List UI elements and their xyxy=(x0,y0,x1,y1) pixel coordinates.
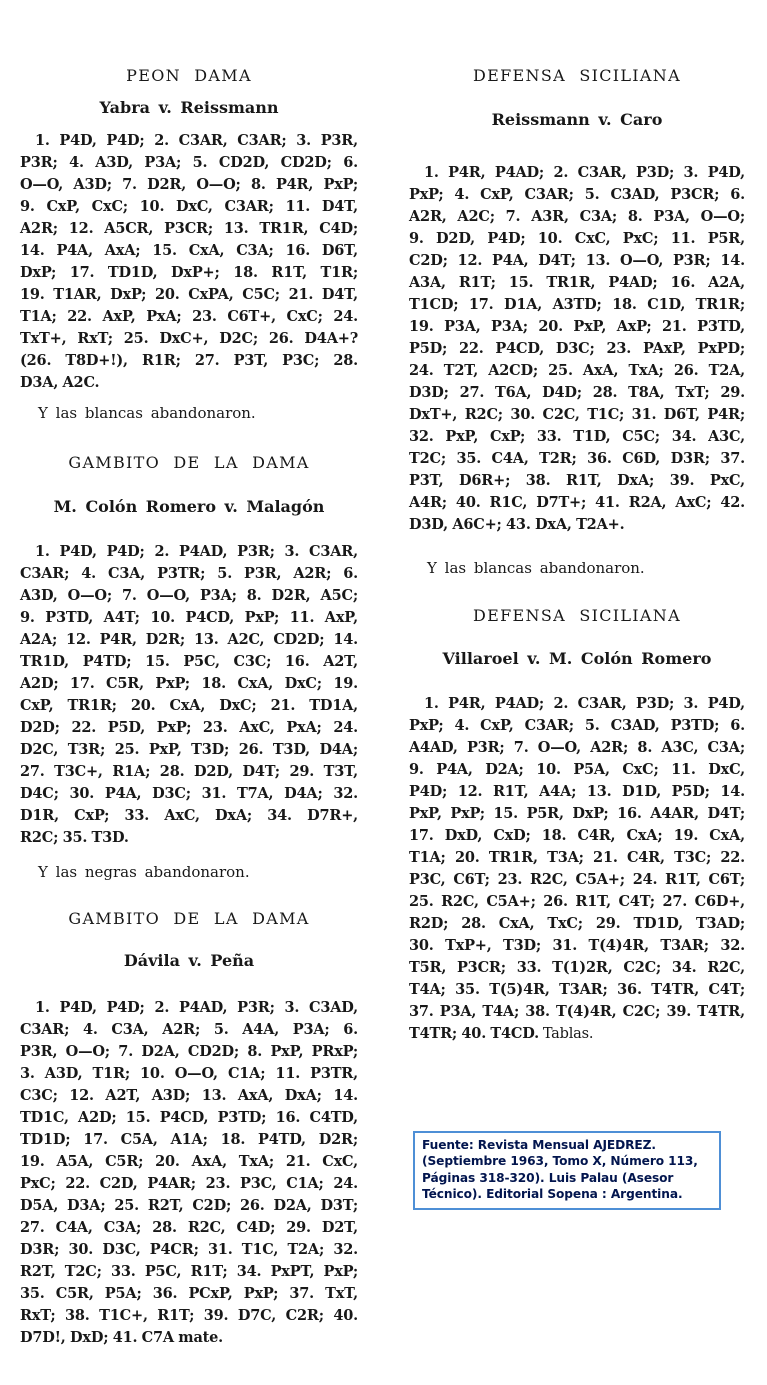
result-line: Y las negras abandonaron. xyxy=(38,863,250,881)
move-line: A2R, A2C; 7. A3R, C3A; 8. P3A, O—O; xyxy=(409,208,745,225)
move-line: 17. DxD, CxD; 18. C4R, CxA; 19. CxA, xyxy=(409,827,745,844)
move-line: 9. P3TD, A4T; 10. P4CD, PxP; 11. AxP, xyxy=(20,609,358,626)
move-line: R2D; 28. CxA, TxC; 29. TD1D, T3AD; xyxy=(409,915,745,932)
move-line: T4A; 35. T(5)4R, T3AR; 36. T4TR, C4T; xyxy=(409,981,745,998)
move-line: (26. T8D+!), R1R; 27. P3T, P3C; 28. xyxy=(20,352,358,369)
move-line: TD1C, A2D; 15. P4CD, P3TD; 16. C4TD, xyxy=(20,1109,358,1126)
move-line: O—O, A3D; 7. D2R, O—O; 8. P4R, PxP; xyxy=(20,176,358,193)
move-line: R2T, T2C; 33. P5C, R1T; 34. PxPT, PxP; xyxy=(20,1263,358,1280)
moves-paragraph xyxy=(409,162,745,536)
move-line-tail: D3A, A2C. xyxy=(20,374,100,391)
move-line: 27. T3C+, R1A; 28. D2D, D4T; 29. T3T, xyxy=(20,763,358,780)
section-heading: GAMBITO DE LA DAMA xyxy=(68,909,310,928)
players-line: Reissmann v. Caro xyxy=(491,110,663,129)
result-line: Y las blancas abandonaron. xyxy=(38,404,256,422)
move-line: 37. P3A, T4A; 38. T(4)4R, C2C; 39. T4TR, xyxy=(409,1003,745,1020)
move-line: A4R; 40. R1C, D7T+; 41. R2A, AxC; 42. xyxy=(409,494,745,511)
game-section-gambito-2 xyxy=(20,909,358,1349)
move-line: TD1D; 17. C5A, A1A; 18. P4TD, D2R; xyxy=(20,1131,358,1148)
move-line: 35. C5R, P5A; 36. PCxP, PxP; 37. TxT, xyxy=(20,1285,358,1302)
move-line: 1. P4D, P4D; 2. C3AR, C3AR; 3. P3R, xyxy=(35,132,358,149)
move-line: PxC; 22. C2D, P4AR; 23. P3C, C1A; 24. xyxy=(20,1175,358,1192)
move-line: 1. P4R, P4AD; 2. C3AR, P3D; 3. P4D, xyxy=(424,695,745,712)
move-line: 1. P4D, P4D; 2. P4AD, P3R; 3. C3AD, xyxy=(35,999,358,1016)
move-line: PxP, PxP; 15. P5R, DxP; 16. A4AR, D4T; xyxy=(409,805,745,822)
move-line: DxP; 17. TD1D, DxP+; 18. R1T, T1R; xyxy=(20,264,358,281)
move-line: C3AR; 4. C3A, A2R; 5. A4A, P3A; 6. xyxy=(20,1021,358,1038)
move-line: C3C; 12. A2T, A3D; 13. AxA, DxA; 14. xyxy=(20,1087,358,1104)
move-line: C3AR; 4. C3A, P3TR; 5. P3R, A2R; 6. xyxy=(20,565,358,582)
game-section-siciliana-2 xyxy=(409,606,745,1045)
section-heading: PEON DAMA xyxy=(126,66,252,85)
move-line: D5A, D3A; 25. R2T, C2D; 26. D2A, D3T; xyxy=(20,1197,358,1214)
move-line: 25. R2C, C5A+; 26. R1T, C4T; 27. C6D+, xyxy=(409,893,745,910)
move-line: T1A; 22. AxP, PxA; 23. C6T+, CxC; 24. xyxy=(20,308,358,325)
move-line: D2C, T3R; 25. PxP, T3D; 26. T3D, D4A; xyxy=(20,741,358,758)
move-line: TxT+, RxT; 25. DxC+, D2C; 26. D4A+? xyxy=(20,330,358,347)
move-line: 3. A3D, T1R; 10. O—O, C1A; 11. P3TR, xyxy=(20,1065,358,1082)
move-line: 1. P4R, P4AD; 2. C3AR, P3D; 3. P4D, xyxy=(424,164,745,181)
section-heading: GAMBITO DE LA DAMA xyxy=(68,453,310,472)
move-line: A4AD, P3R; 7. O—O, A2R; 8. A3C, C3A; xyxy=(409,739,745,756)
move-line-tail: R2C; 35. T3D. xyxy=(20,829,129,846)
move-line: 30. TxP+, T3D; 31. T(4)4R, T3AR; 32. xyxy=(409,937,745,954)
move-line: D3D; 27. T6A, D4D; 28. T8A, TxT; 29. xyxy=(409,384,745,401)
move-line: A2D; 17. C5R, PxP; 18. CxA, DxC; 19. xyxy=(20,675,358,692)
move-line: 9. D2D, P4D; 10. CxC, PxC; 11. P5R, xyxy=(409,230,745,247)
players-line: M. Colón Romero v. Malagón xyxy=(53,497,325,516)
move-line: 19. P3A, P3A; 20. PxP, AxP; 21. P3TD, xyxy=(409,318,745,335)
move-line: P3T, D6R+; 38. R1T, DxA; 39. PxC, xyxy=(409,472,745,489)
move-line: 19. T1AR, DxP; 20. CxPA, C5C; 21. D4T, xyxy=(20,286,358,303)
game-section-gambito-1 xyxy=(20,453,358,882)
move-line: CxP, TR1R; 20. CxA, DxC; 21. TD1A, xyxy=(20,697,358,714)
move-line: P3R, O—O; 7. D2A, CD2D; 8. PxP, PRxP; xyxy=(20,1043,358,1060)
move-line: 24. T2T, A2CD; 25. AxA, TxA; 26. T2A, xyxy=(409,362,745,379)
source-line: Técnico). Editorial Sopena : Argentina. xyxy=(422,1187,683,1202)
move-line: D4C; 30. P4A, D3C; 31. T7A, D4A; 32. xyxy=(20,785,358,802)
game-section-peon-dama xyxy=(20,66,358,423)
players-line: Dávila v. Peña xyxy=(123,951,255,970)
section-heading: DEFENSA SICILIANA xyxy=(473,66,681,85)
move-line: D1R, CxP; 33. AxC, DxA; 34. D7R+, xyxy=(20,807,358,824)
move-line: 1. P4D, P4D; 2. P4AD, P3R; 3. C3AR, xyxy=(35,543,358,560)
source-box xyxy=(413,1131,721,1210)
moves-paragraph xyxy=(20,541,358,849)
move-line-tail: T4TR; 40. T4CD. Tablas. xyxy=(409,1025,594,1042)
move-line: TR1D, P4TD; 15. P5C, C3C; 16. A2T, xyxy=(20,653,358,670)
move-line: A3D, O—O; 7. O—O, P3A; 8. D2R, A5C; xyxy=(20,587,358,604)
move-line: D2D; 22. P5D, PxP; 23. AxC, PxA; 24. xyxy=(20,719,358,736)
source-line: (Septiembre 1963, Tomo X, Número 113, xyxy=(422,1154,698,1169)
move-line: C2D; 12. P4A, D4T; 13. O—O, P3R; 14. xyxy=(409,252,745,269)
move-line: 27. C4A, C3A; 28. R2C, C4D; 29. D2T, xyxy=(20,1219,358,1236)
moves-paragraph xyxy=(20,130,358,394)
move-line: PxP; 4. CxP, C3AR; 5. C3AD, P3CR; 6. xyxy=(409,186,745,203)
move-line: DxT+, R2C; 30. C2C, T1C; 31. D6T, P4R; xyxy=(409,406,745,423)
move-line: 9. CxP, CxC; 10. DxC, C3AR; 11. D4T, xyxy=(20,198,358,215)
move-line: P3R; 4. A3D, P3A; 5. CD2D, CD2D; 6. xyxy=(20,154,358,171)
move-line: P3C, C6T; 23. R2C, C5A+; 24. R1T, C6T; xyxy=(409,871,745,888)
players-line: Yabra v. Reissmann xyxy=(99,98,279,117)
move-line: T1CD; 17. D1A, A3TD; 18. C1D, TR1R; xyxy=(409,296,745,313)
move-line-tail: D7D!, DxD; 41. C7A mate. xyxy=(20,1329,224,1346)
move-line: P4D; 12. R1T, A4A; 13. D1D, P5D; 14. xyxy=(409,783,745,800)
move-line: 9. P4A, D2A; 10. P5A, CxC; 11. DxC, xyxy=(409,761,745,778)
players-line: Villaroel v. M. Colón Romero xyxy=(442,649,712,668)
result-line: Y las blancas abandonaron. xyxy=(427,559,645,577)
move-line: T1A; 20. TR1R, T3A; 21. C4R, T3C; 22. xyxy=(409,849,745,866)
move-line: 32. PxP, CxP; 33. T1D, C5C; 34. A3C, xyxy=(409,428,745,445)
move-line: PxP; 4. CxP, C3AR; 5. C3AD, P3TD; 6. xyxy=(409,717,745,734)
game-section-siciliana-1 xyxy=(409,66,745,578)
moves-paragraph xyxy=(20,997,358,1349)
move-line: A2R; 12. A5CR, P3CR; 13. TR1R, C4D; xyxy=(20,220,358,237)
move-line: RxT; 38. T1C+, R1T; 39. D7C, C2R; 40. xyxy=(20,1307,358,1324)
move-line: A3A, R1T; 15. TR1R, P4AD; 16. A2A, xyxy=(409,274,745,291)
move-line-tail: D3D, A6C+; 43. DxA, T2A+. xyxy=(409,516,625,533)
move-line: 19. A5A, C5R; 20. AxA, TxA; 21. CxC, xyxy=(20,1153,358,1170)
move-line: 14. P4A, AxA; 15. CxA, C3A; 16. D6T, xyxy=(20,242,358,259)
move-line: T5R, P3CR; 33. T(1)2R, C2C; 34. R2C, xyxy=(409,959,745,976)
source-line: Páginas 318-320). Luis Palau (Asesor xyxy=(422,1170,674,1185)
move-line: D3R; 30. D3C, P4CR; 31. T1C, T2A; 32. xyxy=(20,1241,358,1258)
moves-paragraph xyxy=(409,693,745,1045)
move-line: P5D; 22. P4CD, D3C; 23. PAxP, PxPD; xyxy=(409,340,745,357)
move-line: A2A; 12. P4R, D2R; 13. A2C, CD2D; 14. xyxy=(20,631,358,648)
section-heading: DEFENSA SICILIANA xyxy=(473,606,681,625)
move-line: T2C; 35. C4A, T2R; 36. C6D, D3R; 37. xyxy=(409,450,745,467)
source-line: Fuente: Revista Mensual AJEDREZ. xyxy=(422,1138,656,1152)
